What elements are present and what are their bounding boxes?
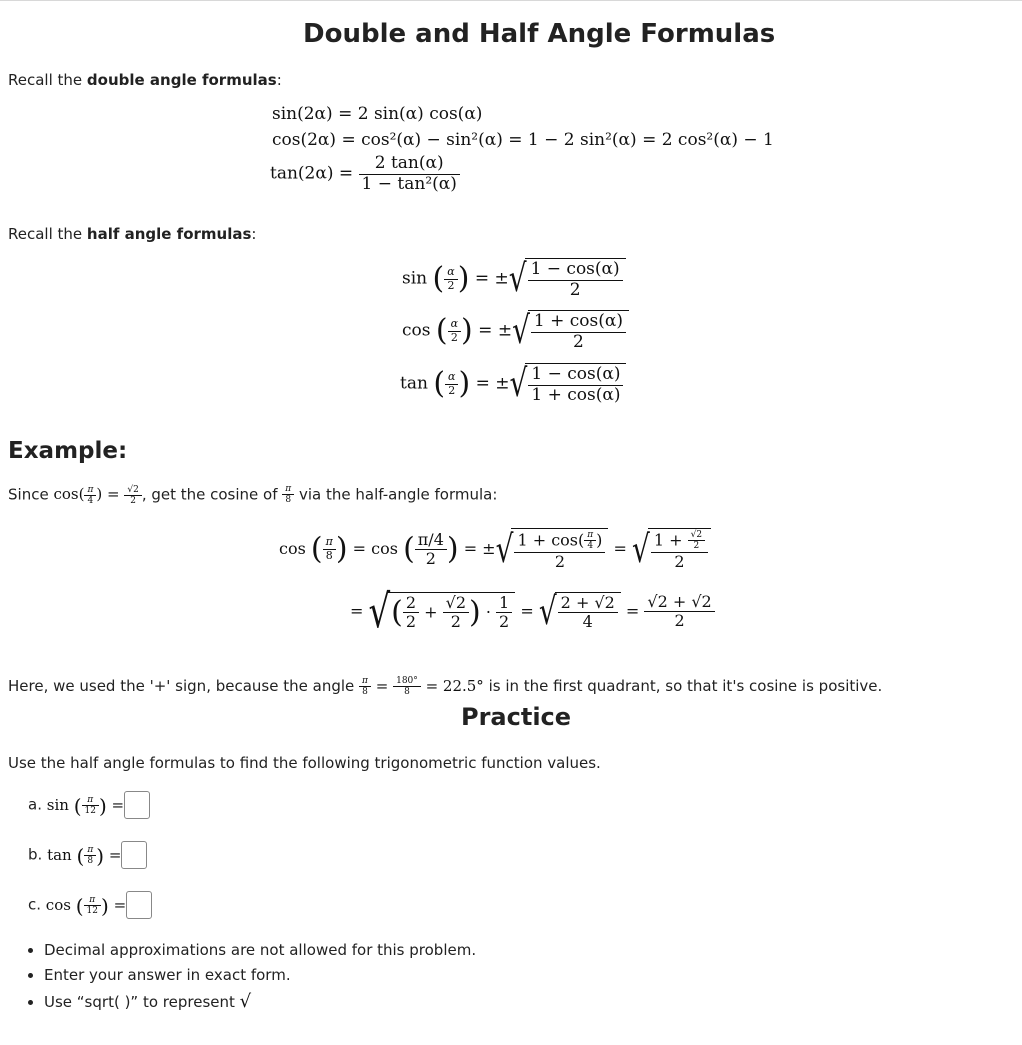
explanation-part-b: is in the first quadrant, so that it's cosine is positive. bbox=[488, 676, 883, 695]
example-line-1: cos ( $\frac{\pi}{8}$ ) = cos ( $\frac{\pi/4}{2}$ ) = ±√ 1 + cos( $\frac{\pi}{4}$ ) 2 = √ 1 + $\frac{√2}{2}$ 2 bbox=[279, 528, 711, 571]
ex1-mid-den: 2 bbox=[425, 549, 436, 569]
note-item: • Decimal approximations are not allowed for this problem. bbox=[44, 941, 476, 959]
problem-b-den: 8 bbox=[87, 856, 94, 866]
recall-double-text bbox=[8, 71, 282, 89]
answer-input-a[interactable] bbox=[124, 791, 150, 819]
note-sqrt-text: Use “sqrt( )” to represent bbox=[44, 993, 235, 1011]
problem-a-num: π bbox=[82, 795, 99, 806]
since-fn: cos( bbox=[53, 485, 85, 504]
ex2-eq0: = bbox=[350, 601, 364, 621]
explanation-part-a: Here, we used the '+' sign, because the angle bbox=[8, 676, 355, 695]
ex2-e-num: √2 + √2 bbox=[644, 593, 714, 612]
ex2-plus: + bbox=[424, 602, 438, 622]
half-cos-formula: cos ( $\frac{\alpha}{2}$ ) = ±√ $\frac{1 + \cos(\alpha)}{2}$ bbox=[402, 310, 629, 352]
ex2-a-den: 2 bbox=[405, 612, 417, 632]
example-since-line bbox=[8, 484, 497, 506]
notes-list bbox=[8, 941, 476, 1012]
double-tan-lhs: tan(2α) = bbox=[270, 163, 354, 184]
ex1-lhs-fn: cos bbox=[279, 539, 306, 559]
example-line-2: = √( $\frac{2}{2}$ + $\frac{√2}{2}$ ) · $\frac{1}{2}$ = √ $\frac{2 + √2}{4}$ = $\frac{√2 + √2}{2}$ bbox=[350, 592, 715, 632]
since-arg-den: 4 bbox=[87, 495, 94, 506]
half-cos-arg-num: α bbox=[448, 318, 461, 332]
half-cos-num: 1 + cos(α) bbox=[531, 312, 626, 333]
practice-notes bbox=[8, 941, 476, 1019]
problem-c: c. cos ( $\frac{\pi}{12}$ ) = bbox=[28, 891, 152, 919]
problem-b-num: π bbox=[84, 845, 96, 856]
problem-a-label: a. bbox=[28, 795, 42, 814]
half-tan-arg-den: 2 bbox=[448, 383, 456, 397]
ex1-r1-arg-num: π bbox=[584, 530, 596, 541]
target-num: π bbox=[282, 484, 294, 495]
ex2-dot: · bbox=[485, 602, 491, 622]
ex1-r1-close: ) bbox=[596, 530, 603, 550]
problem-c-num: π bbox=[84, 895, 101, 906]
since-val-num: √2 bbox=[124, 485, 141, 496]
ex1-r1-num: 1 + cos( bbox=[517, 530, 585, 550]
half-tan-arg-num: α bbox=[445, 371, 458, 385]
half-tan-fn: tan bbox=[400, 373, 428, 394]
ex1-r2-num-b-den: 2 bbox=[693, 541, 700, 552]
ex1-eq1: = cos bbox=[352, 539, 398, 559]
double-sin-formula: sin(2α) = 2 sin(α) cos(α) bbox=[272, 104, 483, 124]
ex2-c-den: 2 bbox=[499, 612, 510, 632]
ex1-r1-den: 2 bbox=[554, 551, 566, 571]
recall-half-prefix: Recall the bbox=[8, 225, 87, 243]
recall-double-suffix: : bbox=[276, 71, 282, 89]
half-sin-arg-num: α bbox=[444, 266, 457, 280]
ex2-d-den: 4 bbox=[582, 612, 593, 632]
recall-half-bold: half angle formulas bbox=[86, 225, 252, 243]
via-text: via the half-angle formula: bbox=[299, 485, 498, 504]
ex1-mid-num: π/4 bbox=[415, 531, 447, 550]
note-item bbox=[44, 991, 476, 1012]
since-text: Since bbox=[8, 485, 49, 504]
sqrt-symbol-icon: √ bbox=[239, 991, 252, 1012]
since-close: ) = bbox=[96, 485, 120, 504]
ex2-e-den: 2 bbox=[674, 611, 685, 631]
problem-c-eq: = bbox=[113, 895, 127, 914]
half-cos-den: 2 bbox=[573, 331, 584, 352]
recall-double-prefix: Recall the bbox=[8, 71, 87, 89]
target-den: 8 bbox=[285, 495, 292, 506]
note-item: • Enter your answer in exact form. bbox=[44, 966, 476, 984]
half-sin-pm: = ± bbox=[474, 268, 509, 289]
problem-a-eq: = bbox=[111, 795, 125, 814]
half-sin-arg-den: 2 bbox=[447, 278, 455, 292]
ex1-lhs-den: 8 bbox=[325, 549, 333, 563]
exp-frac-num: π bbox=[359, 676, 371, 687]
problem-b: b. tan ( $\frac{\pi}{8}$ ) = bbox=[28, 841, 147, 869]
recall-half-text bbox=[8, 225, 256, 243]
exp-deg-num: 180° bbox=[393, 676, 421, 687]
since-rest: , get the cosine of bbox=[141, 485, 278, 504]
ex2-d-num: 2 + √2 bbox=[558, 594, 618, 613]
half-cos-pm: = ± bbox=[478, 320, 513, 341]
half-tan-formula: tan ( $\frac{\alpha}{2}$ ) = ±√ $\frac{1 - \cos(\alpha)}{1 + \cos(\alpha)}$ bbox=[400, 363, 626, 405]
ex2-a-num: 2 bbox=[403, 594, 419, 613]
double-tan-numerator: 2 tan(α) bbox=[359, 154, 460, 175]
since-val-den: 2 bbox=[130, 495, 136, 506]
ex1-eq3: = bbox=[613, 539, 627, 559]
ex1-r2-den: 2 bbox=[674, 551, 685, 571]
half-sin-den: 2 bbox=[569, 279, 581, 300]
problem-a-fn: sin bbox=[46, 795, 69, 814]
exp-deg-den: 8 bbox=[404, 687, 410, 698]
half-sin-formula: sin ( $\frac{\alpha}{2}$ ) = ±√ $\frac{1 - \cos(\alpha)}{2}$ bbox=[402, 258, 626, 300]
answer-input-b[interactable] bbox=[121, 841, 147, 869]
problem-a: a. sin ( $\frac{\pi}{12}$ ) = bbox=[28, 791, 150, 819]
top-divider bbox=[0, 0, 1022, 1]
problem-c-fn: cos bbox=[45, 895, 71, 914]
half-cos-fn: cos bbox=[402, 320, 431, 341]
exp-frac-den: 8 bbox=[362, 687, 368, 698]
example-heading: Example: bbox=[8, 438, 128, 464]
problem-c-label: c. bbox=[28, 895, 42, 914]
double-tan-formula bbox=[270, 154, 460, 194]
answer-input-c[interactable] bbox=[126, 891, 152, 919]
exp-eq2: = 22.5° bbox=[425, 676, 484, 695]
ex1-eq2: = ± bbox=[463, 539, 496, 559]
ex2-c-num: 1 bbox=[496, 594, 512, 613]
ex1-r1-arg-den: 4 bbox=[587, 541, 594, 552]
recall-double-bold: double angle formulas bbox=[86, 71, 277, 89]
example-explanation bbox=[8, 676, 882, 698]
ex2-b-num: √2 bbox=[443, 594, 469, 613]
problem-a-den: 12 bbox=[84, 806, 96, 816]
half-sin-fn: sin bbox=[402, 268, 428, 289]
problem-b-fn: tan bbox=[47, 845, 72, 864]
half-sin-num: 1 − cos(α) bbox=[528, 260, 623, 281]
recall-half-suffix: : bbox=[251, 225, 257, 243]
practice-heading: Practice bbox=[461, 703, 572, 731]
ex2-eq2: = bbox=[625, 601, 640, 621]
half-tan-pm: = ± bbox=[475, 373, 510, 394]
half-tan-num: 1 − cos(α) bbox=[528, 365, 623, 386]
ex2-b-den: 2 bbox=[450, 612, 461, 632]
ex2-eq1: = bbox=[520, 601, 534, 621]
problem-c-den: 12 bbox=[86, 906, 98, 916]
double-cos-formula: cos(2α) = cos²(α) − sin²(α) = 1 − 2 sin²(α) = 2 cos²(α) − 1 bbox=[272, 130, 774, 150]
double-tan-denominator: 1 − tan²(α) bbox=[361, 173, 457, 194]
page-title: Double and Half Angle Formulas bbox=[303, 19, 776, 49]
half-cos-arg-den: 2 bbox=[450, 330, 458, 344]
practice-instructions: Use the half angle formulas to find the following trigonometric function values. bbox=[8, 754, 601, 772]
ex1-lhs-num: π bbox=[323, 536, 336, 550]
ex1-r2-num-a: 1 + bbox=[653, 530, 683, 550]
exp-eq1: = bbox=[375, 676, 389, 695]
problem-b-eq: = bbox=[108, 845, 122, 864]
half-tan-den: 1 + cos(α) bbox=[531, 384, 621, 405]
problem-b-label: b. bbox=[28, 845, 43, 864]
since-arg-num: π bbox=[84, 485, 96, 496]
ex1-r2-num-b-num: √2 bbox=[688, 530, 705, 541]
